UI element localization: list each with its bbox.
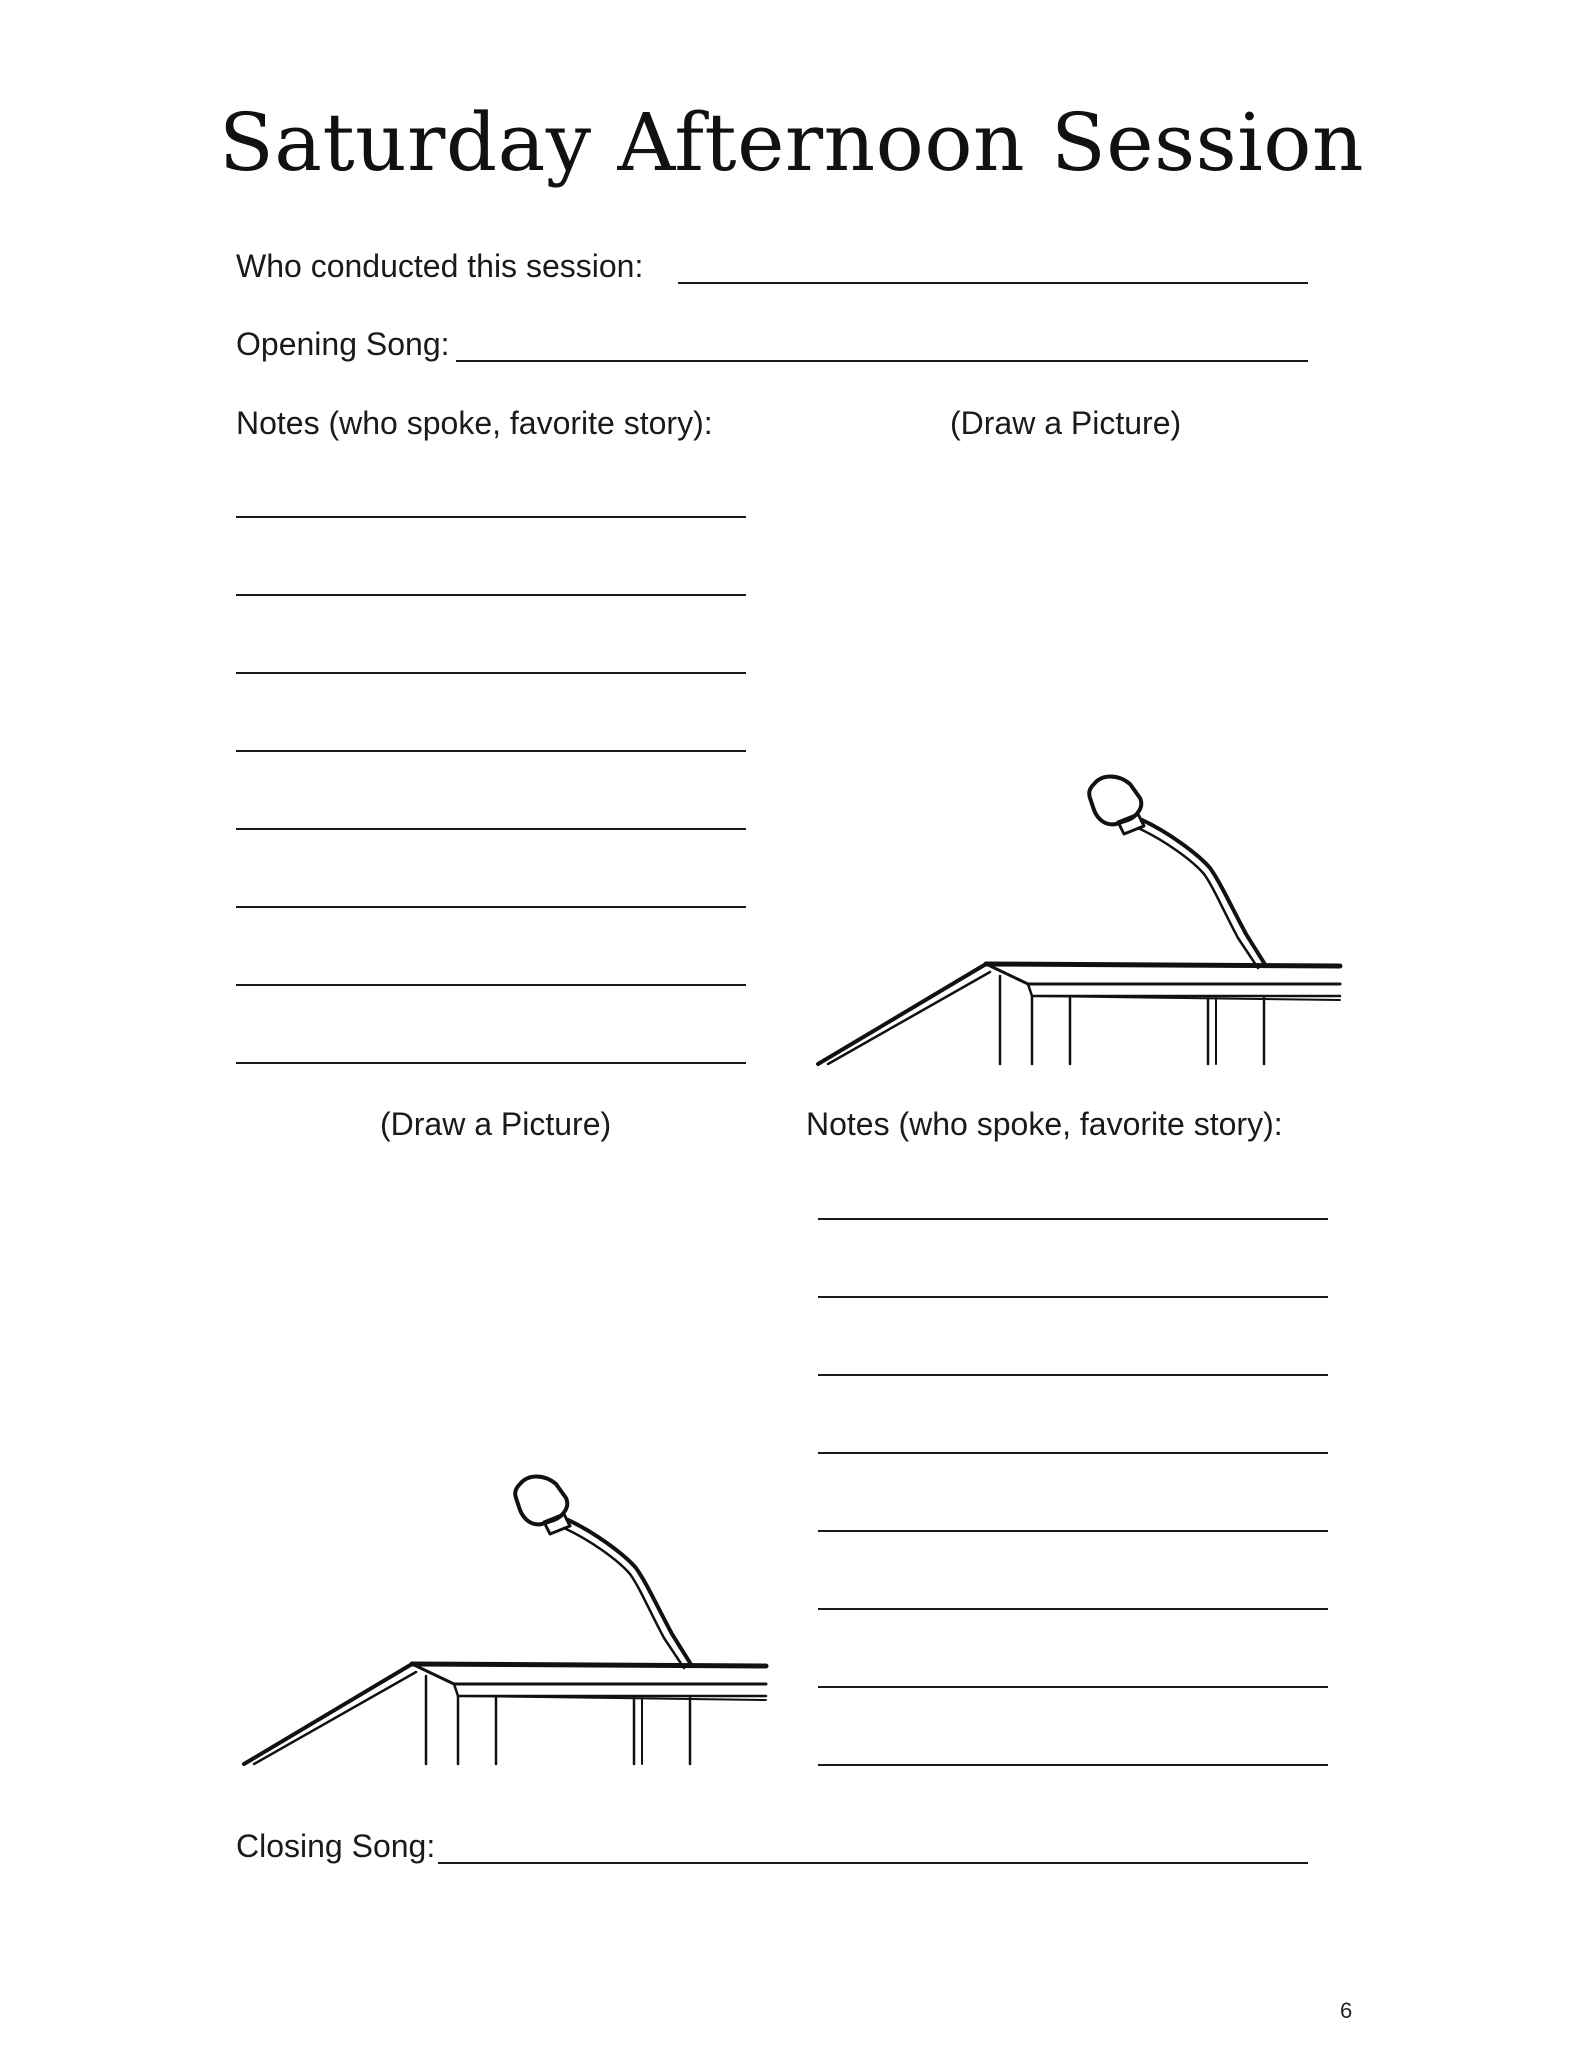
lower-notes-label: Notes (who spoke, favorite story):	[806, 1106, 1283, 1142]
lower-note-line[interactable]	[818, 1296, 1328, 1298]
podium-microphone-icon	[818, 770, 1340, 1066]
upper-note-line[interactable]	[236, 516, 746, 518]
upper-note-line[interactable]	[236, 906, 746, 908]
conducted-line[interactable]	[678, 282, 1308, 284]
upper-notes-label: Notes (who spoke, favorite story):	[236, 405, 713, 441]
upper-note-line[interactable]	[236, 984, 746, 986]
upper-draw-label: (Draw a Picture)	[950, 405, 1182, 441]
lower-note-line[interactable]	[818, 1530, 1328, 1532]
lower-note-line[interactable]	[818, 1374, 1328, 1376]
opening-song-line[interactable]	[456, 360, 1308, 362]
opening-song-label: Opening Song:	[236, 326, 450, 362]
upper-note-line[interactable]	[236, 672, 746, 674]
page-number: 6	[1340, 1998, 1353, 2023]
closing-song-label: Closing Song:	[236, 1828, 436, 1864]
upper-note-line[interactable]	[236, 828, 746, 830]
upper-note-line[interactable]	[236, 750, 746, 752]
upper-note-line[interactable]	[236, 594, 746, 596]
lower-note-line[interactable]	[818, 1764, 1328, 1766]
lower-note-line[interactable]	[818, 1686, 1328, 1688]
conducted-label: Who conducted this session:	[236, 248, 644, 284]
upper-note-line[interactable]	[236, 1062, 746, 1064]
page-title: Saturday Afternoon Session	[219, 96, 1364, 189]
closing-song-line[interactable]	[438, 1862, 1308, 1864]
lower-note-line[interactable]	[818, 1218, 1328, 1220]
lower-draw-label: (Draw a Picture)	[380, 1106, 612, 1142]
lower-note-line[interactable]	[818, 1452, 1328, 1454]
lower-note-line[interactable]	[818, 1608, 1328, 1610]
podium-microphone-icon	[244, 1470, 766, 1766]
